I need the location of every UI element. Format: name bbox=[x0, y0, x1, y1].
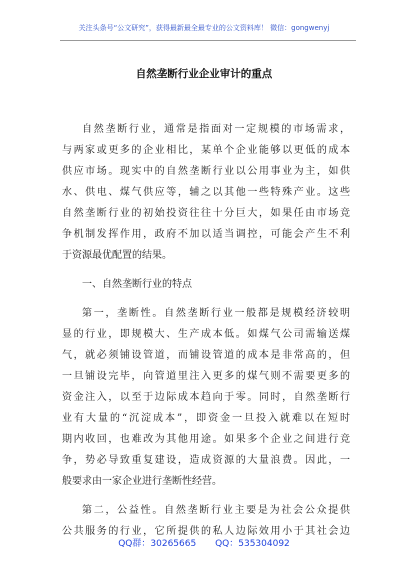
footer-contact bbox=[0, 536, 408, 549]
section-heading: 一、自然垄断行业的特点 bbox=[82, 279, 192, 290]
text-line: 第一，垄断性。自然垄断行业一般都是规模经济较明 bbox=[82, 308, 350, 319]
text-line: 于资源最优配置的结果。 bbox=[62, 250, 172, 261]
footer-qq-group: QQ群：30265665 bbox=[118, 539, 197, 549]
text-line: 般要求由一家企业进行垄断性经营。 bbox=[62, 476, 222, 487]
text-line: 与两家或更多的企业相比，某单个企业能够以更低的成本 bbox=[62, 145, 350, 156]
header-divider bbox=[60, 40, 356, 41]
text-line: 显的行业，即规模大、生产成本低。如煤气公司需输送煤 bbox=[62, 329, 350, 340]
document-title: 自然垄断行业企业审计的重点 bbox=[135, 68, 273, 80]
text-line: 自然垄断行业，通常是指面对一定规模的市场需求， bbox=[82, 124, 350, 135]
text-line: 争机制发挥作用，政府不加以适当调控，可能会产生不利 bbox=[62, 229, 350, 240]
text-line: 一旦铺设完毕，向管道里注入更多的煤气则不需要更多的 bbox=[62, 371, 350, 382]
text-line: 资金注入，以至于边际成本趋向于零。同时，自然垄断行 bbox=[62, 392, 350, 403]
header-banner: 关注头条号“公文研究”，获得最新最全最专业的公文资料库！ 微信：gongwenyj bbox=[78, 24, 330, 32]
text-line: 公共服务的行业，它所提供的私人边际效用小于其社会边 bbox=[62, 526, 350, 537]
text-line: 争，势必导致重复建设，造成资源的大量浪费。因此，一 bbox=[62, 455, 350, 466]
text-line: 供应市场。现实中的自然垄断行业以公用事业为主，如供 bbox=[62, 166, 350, 177]
text-line: 第二，公益性。自然垄断行业主要是为社会公众提供 bbox=[82, 505, 350, 516]
document-body bbox=[62, 119, 350, 542]
text-line: 期内收回，也难改为其他用途。如果多个企业之间进行竞 bbox=[62, 434, 350, 445]
footer-qq: QQ：535304092 bbox=[215, 539, 290, 549]
text-line: 自然垄断行业的初始投资往往十分巨大，如果任由市场竞 bbox=[62, 208, 350, 219]
text-line: 业有大量的“沉淀成本”，即资金一旦投入就难以在短时 bbox=[62, 413, 350, 424]
text-line: 气，就必须铺设管道，而铺设管道的成本是非常高的，但 bbox=[62, 350, 350, 361]
text-line: 水、供电、煤气供应等，辅之以其他一些特殊产业。这些 bbox=[62, 187, 350, 198]
